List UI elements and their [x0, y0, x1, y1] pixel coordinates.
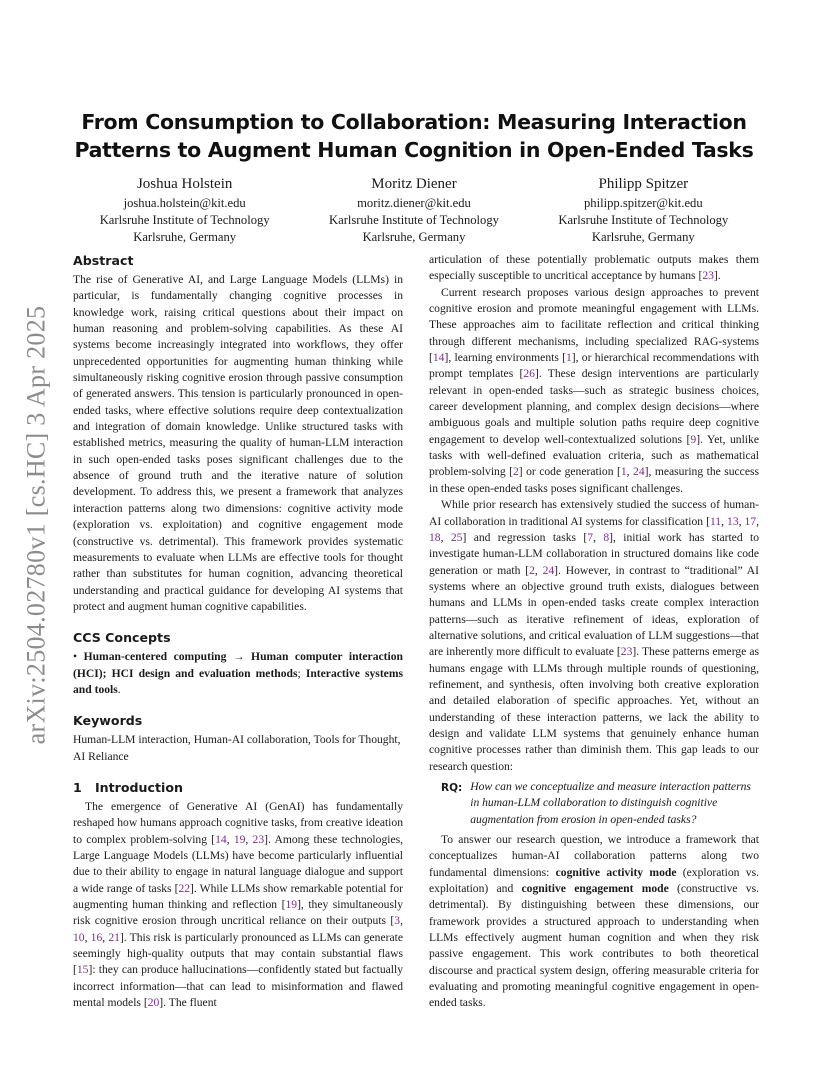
author-1	[70, 174, 299, 246]
citation-link[interactable]: 10	[73, 930, 85, 944]
author-email: joshua.holstein@kit.edu	[123, 196, 246, 210]
text-run: (exploration vs. exploitation) and	[429, 865, 759, 896]
citation-link[interactable]: 1	[620, 465, 627, 479]
prior-research-paragraph	[429, 497, 759, 775]
author-location: Karlsruhe, Germany	[591, 230, 695, 244]
author-affiliation: Karlsruhe Institute of Technology	[99, 213, 270, 227]
left-column	[73, 252, 403, 1011]
author-affiliation: Karlsruhe Institute of Technology	[558, 213, 729, 227]
citation-link[interactable]: 23	[252, 832, 265, 846]
section-number: 1	[73, 779, 82, 795]
author-block	[70, 174, 758, 246]
text-run: ]. These patterns emerge as humans engage with LLMs through multiple rounds of questioning, refinement, and synthesis, often involving both creative exploration and detailed elaboration of specific approaches. Yet, without an understanding of these interaction patterns, we lack the ability to design and validate LLM systems that genuinely enhance human cognitive processes rather than diminish them. This gap leads to our research question:	[429, 645, 759, 773]
right-column	[429, 252, 759, 1012]
text-run: ]. However, in contrast to “traditional” AI systems where an objective ground truth exists, dialogues between humans and LLMs in open-ended tasks create complex interaction patterns—such as iterative refinement of ideas, exploration of alternative solutions, and critical evaluation of LLM suggestions—that are inherently more difficult to evaluate [	[429, 563, 759, 659]
text-run: ,	[84, 930, 91, 944]
rq-label: RQ:	[441, 782, 463, 794]
citation-link[interactable]: 24	[542, 563, 555, 577]
citation-link[interactable]: 23	[702, 269, 714, 283]
ccs-bullet: •	[73, 650, 78, 664]
text-run: ]. Among these technologies, Large Language Models (LLMs) have become particularly influential due to their ability to engage in natural language dialogue and support a wide range of tasks [	[73, 832, 404, 895]
citation-link[interactable]: 2	[512, 465, 519, 479]
text-run: The emergence of Generative AI (GenAI) has fundamentally reshaped how humans approach cognitive tasks, from creative ideation to complex problem-solving [	[73, 799, 403, 846]
arxiv-stamp-text: arXiv:2504.02780v1 [cs.HC] 3 Apr 2025	[21, 305, 50, 745]
design-approaches-paragraph	[429, 285, 759, 497]
text-run: ]. While LLMs show remarkable potential for augmenting human thinking and reflection [	[73, 881, 403, 911]
text-run: To answer our research question, we introduce a framework that conceptualizes human-AI collaboration patterns along two fundamental dimensions:	[429, 833, 759, 879]
citation-link[interactable]: 19	[285, 898, 298, 911]
citation-link[interactable]: 16	[90, 930, 103, 944]
citation-link[interactable]: 18	[429, 530, 441, 544]
intro-heading	[73, 779, 403, 796]
text-run: ,	[534, 563, 543, 577]
text-run: ] or code generation [	[518, 465, 621, 479]
text-run: While prior research has extensively studied the success of human-AI collaboration in traditional AI systems for classification [	[429, 498, 759, 528]
citation-link[interactable]: 26	[523, 367, 535, 381]
text-run: ,	[721, 514, 728, 528]
citation-link[interactable]: 8	[603, 530, 610, 544]
text-run: ], initial work has started to investigate human-LLM collaboration in structured domains like code generation or math [	[429, 530, 760, 577]
text-run: (constructive vs. detrimental). By distinguishing between these dimensions, our framework provides a structured approach to understanding when LLMs effectively augment human cognition and when they risk passive engagement. This work contributes to both theoretical discourse and practical system design, offering measurable criteria for evaluating and promoting meaningful cognitive engagement in open-ended tasks.	[429, 882, 759, 1010]
citation-link[interactable]: 24	[633, 465, 645, 479]
citation-link[interactable]: 23	[620, 645, 633, 659]
text-run: ,	[102, 930, 109, 944]
citation-link[interactable]: 25	[450, 530, 463, 544]
citation-link[interactable]: 19	[233, 832, 246, 846]
author-location: Karlsruhe, Germany	[133, 230, 237, 244]
text-run: ], they simultaneously risk cognitive erosion through uncritical reliance on their outputs [	[73, 898, 403, 928]
continuation-paragraph	[429, 252, 759, 285]
citation-link[interactable]: 1	[565, 351, 572, 365]
citation-link[interactable]: 22	[178, 881, 191, 895]
text-run: ]. Yet, unlike tasks with well-defined evaluation criteria, such as mathematical problem-solving [	[429, 432, 759, 479]
bold-term: cognitive activity mode	[555, 865, 677, 879]
author-affiliation: Karlsruhe Institute of Technology	[329, 213, 499, 227]
ccs-part-3: Interactive systems and tools	[73, 666, 403, 696]
citation-link[interactable]: 9	[690, 432, 697, 446]
abstract-heading: Abstract	[73, 253, 134, 268]
citation-link[interactable]: 17	[744, 514, 757, 528]
citation-link[interactable]: 13	[727, 514, 739, 528]
author-email: moritz.diener@kit.edu	[357, 196, 471, 210]
text-run: ] and regression tasks [	[462, 530, 588, 544]
text-run: ], measuring the success in these open-ended tasks poses significant challenges.	[429, 465, 760, 495]
ccs-text	[73, 649, 403, 698]
ccs-arrow: →	[232, 650, 245, 664]
author-name: Moritz Diener	[371, 176, 457, 192]
keywords-text: Human-LLM interaction, Human-AI collaboration, Tools for Thought, AI Reliance	[73, 733, 401, 763]
text-run: ]: they can produce hallucinations—confidently stated but factually incorrect information—that can lead to misinformation and flawed mental models [	[73, 963, 403, 1010]
paper-title: From Consumption to Collaboration: Measuring Interaction Patterns to Augment Human Cognition in Open-Ended Tasks	[74, 110, 754, 162]
citation-link[interactable]: 2	[529, 563, 535, 577]
ccs-part-2: Human computer interaction (HCI); HCI design and evaluation methods	[73, 650, 403, 680]
author-name: Philipp Spitzer	[598, 176, 689, 192]
author-location: Karlsruhe, Germany	[362, 230, 466, 244]
text-run: ,	[440, 530, 451, 544]
author-name: Joshua Holstein	[136, 176, 233, 192]
rq-text: How can we conceptualize and measure interaction patterns in human-LLM collaboration to distinguish cognitive augmentation from erosion in open-ended tasks?	[470, 780, 751, 826]
ccs-part-1: Human-centered computing	[83, 650, 227, 664]
text-run: ]. This risk is particularly pronounced as LLMs can generate seemingly high-quality outputs that may contain substantial flaws [	[73, 930, 403, 977]
text-run: ].	[713, 269, 721, 283]
keywords-heading: Keywords	[73, 713, 143, 729]
text-run: ,	[756, 514, 760, 528]
citation-link[interactable]: 20	[147, 996, 160, 1010]
abstract-text: The rise of Generative AI, and Large Language Models (LLMs) in particular, is fundamentally changing cognitive processes in knowledge work, raising critical questions about their impact on human reasoning and problem-solving capabilities. As these AI systems become increasingly integrated into workflows, they offer unprecedented opportunities for augmenting human thinking while simultaneously risking cognitive erosion through passive consumption of generated answers. This tension is particularly pronounced in open-ended tasks, where effective solutions require deep contextualization and integration of domain knowledge. Unlike structured tasks with established metrics, measuring the quality of human-LLM interaction in such open-ended tasks poses significant challenges due to the absence of ground truth and the iterative nature of solution development. To address this, we present a framework that analyzes interaction patterns along two dimensions: cognitive activity mode (exploration vs. exploitation) and cognitive engagement mode (constructive vs. detrimental). This framework provides systematic measurements to evaluate when LLMs are effective tools for thought rather than substitutes for human cognition, advancing theoretical understanding and practical guidance for developing AI systems that protect and augment human cognitive capabilities.	[73, 273, 403, 613]
framework-paragraph	[429, 832, 759, 1012]
citation-link[interactable]: 21	[108, 930, 120, 944]
text-run: ,	[626, 465, 634, 479]
text-run: ,	[593, 530, 604, 544]
bold-term: cognitive engagement mode	[521, 882, 669, 896]
text-run: ,	[400, 914, 403, 928]
ccs-separator: ;	[297, 666, 306, 680]
text-run: ]. These design interventions are particularly relevant in open-ended tasks—such as strategic business choices, career development planning, and complex design decisions—where ambiguous goals and multiple solution paths require deep cognitive engagement to develop well-contextualized solutions [	[429, 367, 759, 446]
citation-link[interactable]: 15	[76, 963, 89, 977]
author-email: philipp.spitzer@kit.edu	[584, 196, 703, 210]
text-run: ], or hierarchical recommendations with prompt templates [	[429, 351, 759, 381]
citation-link[interactable]: 7	[587, 530, 594, 544]
citation-link[interactable]: 14	[432, 351, 445, 365]
intro-paragraph	[73, 799, 403, 1011]
ccs-heading: CCS Concepts	[73, 630, 171, 646]
author-2	[299, 174, 528, 246]
text-run: ,	[738, 514, 745, 528]
text-run: ]. The fluent	[159, 996, 217, 1010]
text-run: ,	[226, 832, 234, 846]
text-run: Current research proposes various design approaches to prevent cognitive erosion and promote meaningful engagement with LLMs. These approaches aim to facilitate reflection and critical thinking through different mechanisms, including specialized RAG-systems [	[429, 285, 759, 365]
research-question	[441, 779, 759, 828]
text-run: ], learning environments [	[444, 351, 566, 365]
citation-link[interactable]: 14	[215, 832, 227, 846]
citation-link[interactable]: 3	[394, 914, 401, 928]
text-run: ,	[245, 832, 253, 846]
arxiv-identifier	[21, 300, 50, 750]
section-title: Introduction	[95, 779, 183, 795]
text-run: articulation of these potentially problematic outputs makes them especially susceptible to uncritical acceptance by humans [	[429, 253, 759, 283]
citation-link[interactable]: 11	[709, 514, 722, 528]
ccs-end: .	[117, 682, 121, 696]
author-3	[529, 174, 758, 246]
